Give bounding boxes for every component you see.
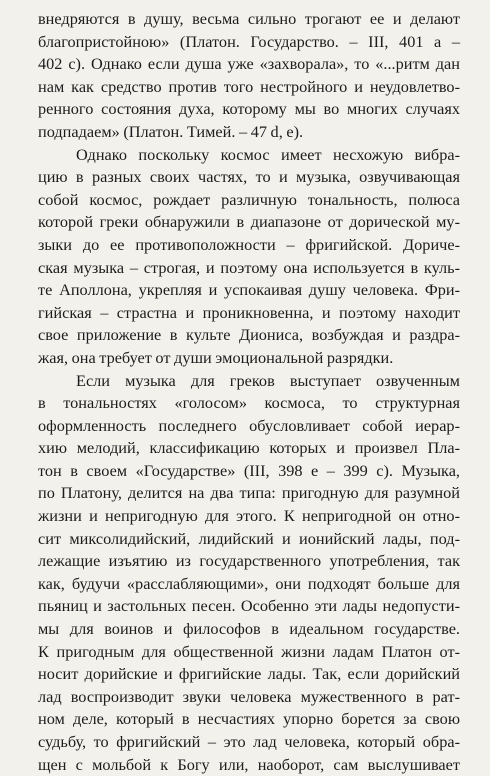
text-line: носит дорийские и фригийские лады. Так, если дорийский bbox=[38, 663, 460, 686]
text-line: Если музыка для греков выступает озвученным bbox=[38, 370, 460, 393]
paragraph bbox=[38, 370, 460, 776]
text-line: Однако поскольку космос имеет несхожую вибра- bbox=[38, 144, 460, 167]
text-line: оформленность последнего обусловливает собой иерар- bbox=[38, 415, 460, 438]
text-line: 402 с). Однако если душа уже «захворала», то «...ритм дан bbox=[38, 53, 460, 76]
text-line: благопристойною» (Платон. Государство. – III, 401 а – bbox=[38, 31, 460, 54]
text-line: по Платону, делится на два типа: пригодную для разумной bbox=[38, 482, 460, 505]
text-line: нам как средство против того нестройного и неудовлетво- bbox=[38, 76, 460, 99]
text-line: мы для воинов и философов в идеальном государстве. bbox=[38, 618, 460, 641]
body-text bbox=[38, 8, 460, 776]
text-line: цию в разных своих частях, то и музыка, озвучивающая bbox=[38, 166, 460, 189]
text-line: К пригодным для общественной жизни ладам Платон от- bbox=[38, 641, 460, 664]
text-line: зыки до ее противоположности – фригийской. Дориче- bbox=[38, 234, 460, 257]
text-line: тон в своем «Государстве» (III, 398 е – 399 с). Музыка, bbox=[38, 460, 460, 483]
text-line: сит миксолидийский, лидийский и ионийский лады, под- bbox=[38, 528, 460, 551]
text-line: жизни и непригодную для этого. К непригодной он отно- bbox=[38, 505, 460, 528]
text-line: те Аполлона, укрепляя и успокаивая душу человека. Фри- bbox=[38, 279, 460, 302]
text-line: которой греки обнаружили в диапазоне от дорической му- bbox=[38, 211, 460, 234]
text-line: щен с мольбой к Богу или, наоборот, сам выслушивает bbox=[38, 754, 460, 776]
text-line: лежащие изъятию из государственного употребления, так bbox=[38, 550, 460, 573]
text-line: пьяниц и застольных песен. Особенно эти лады недопусти- bbox=[38, 595, 460, 618]
text-line: гийская – страстна и проникновенна, и поэтому находит bbox=[38, 302, 460, 325]
text-line: свое приложение в культе Диониса, возбуждая и раздра- bbox=[38, 324, 460, 347]
paragraph bbox=[38, 144, 460, 370]
text-line: лад воспроизводит звуки человека мужественного в рат- bbox=[38, 686, 460, 709]
text-line: жая, она требует от души эмоциональной разрядки. bbox=[38, 347, 460, 370]
text-line: хию мелодий, классификацию которых и произвел Пла- bbox=[38, 437, 460, 460]
text-line: судьбу, то фригийский – это лад человека, который обра- bbox=[38, 731, 460, 754]
text-line: как, будучи «расслабляющими», они подходят больше для bbox=[38, 573, 460, 596]
text-line: в тональностях «голосом» космоса, то структурная bbox=[38, 392, 460, 415]
paragraph bbox=[38, 8, 460, 144]
text-line: внедряются в душу, весьма сильно трогают ее и делают bbox=[38, 8, 460, 31]
text-line: подпадаем» (Платон. Тимей. – 47 d, е). bbox=[38, 121, 460, 144]
text-line: ская музыка – строгая, и поэтому она используется в куль- bbox=[38, 257, 460, 280]
text-line: ренного состояния духа, которому мы во многих случаях bbox=[38, 98, 460, 121]
text-line: ном деле, который в несчастиях упорно борется за свою bbox=[38, 708, 460, 731]
text-line: собой космос, рождает различную тональность, полюса bbox=[38, 189, 460, 212]
